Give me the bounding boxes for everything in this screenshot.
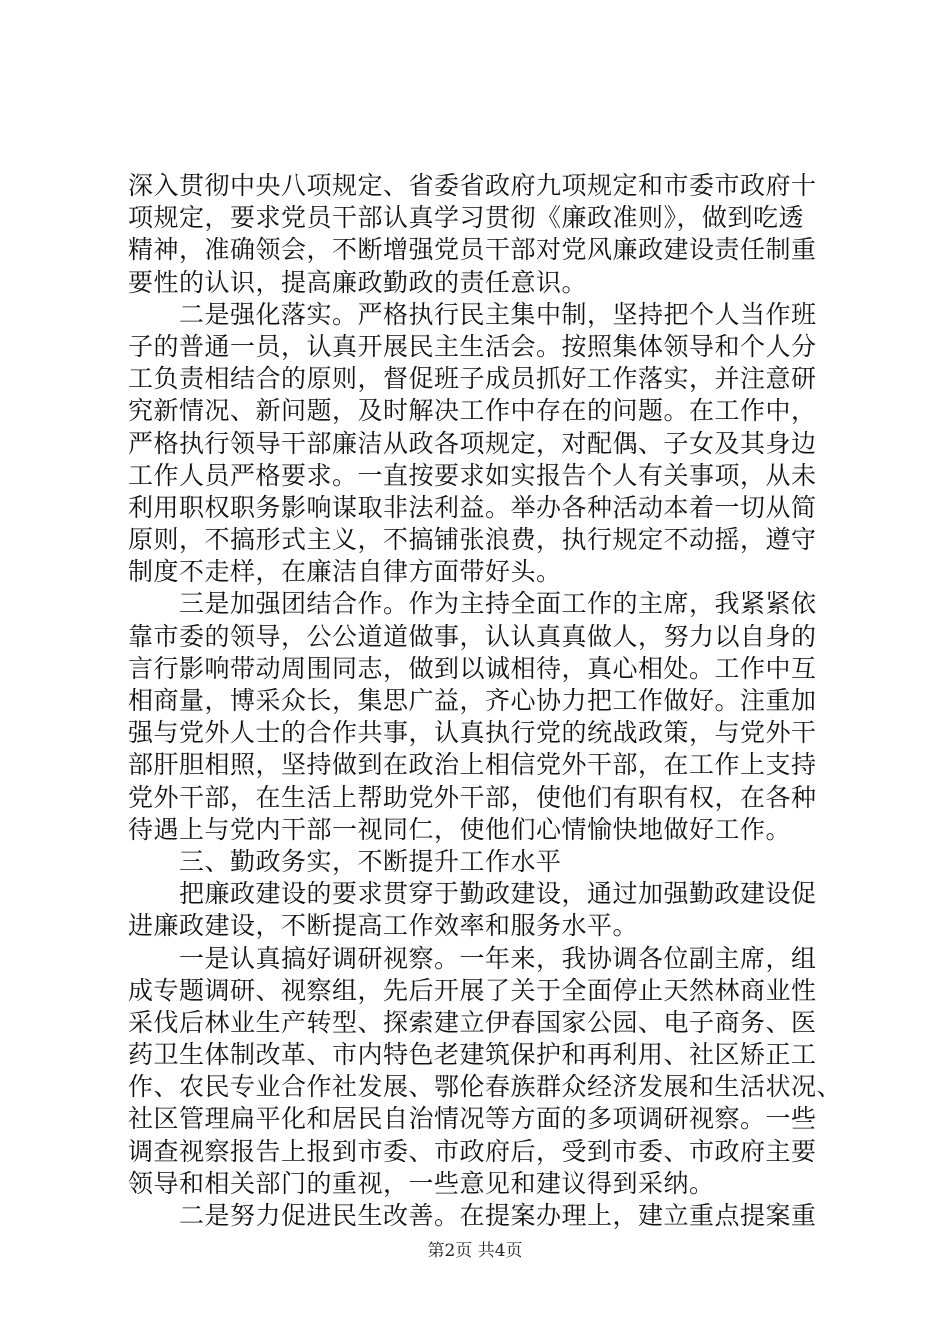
text-line: 利用职权职务影响谋取非法利益。举办各种活动本着一切从简 xyxy=(128,492,817,522)
text-line: 深入贯彻中央八项规定、省委省政府九项规定和市委市政府十 xyxy=(128,171,817,200)
text-line: 靠市委的领导，公公道道做事，认认真真做人，努力以自身的 xyxy=(128,621,817,651)
text-line: 制度不走样，在廉洁自律方面带好头。 xyxy=(128,557,562,587)
text-line: 工负责相结合的原则，督促班子成员抓好工作落实，并注意研 xyxy=(128,364,817,394)
document-body xyxy=(128,170,843,1232)
text-line: 精神，准确领会，不断增强党员干部对党风廉政建设责任制重 xyxy=(128,235,817,265)
text-line: 一是认真搞好调研视察。一年来，我协调各位副主席，组 xyxy=(179,943,817,973)
text-line: 采伐后林业生产转型、探索建立伊春国家公园、电子商务、医 xyxy=(128,1007,817,1037)
text-line: 作、农民专业合作社发展、鄂伦春族群众经济发展和生活状况、 xyxy=(128,1072,843,1102)
text-line: 项规定，要求党员干部认真学习贯彻《廉政准则》，做到吃透 xyxy=(128,203,805,233)
text-line: 党外干部，在生活上帮助党外干部，使他们有职有权，在各种 xyxy=(128,782,817,812)
text-line: 要性的认识，提高廉政勤政的责任意识。 xyxy=(128,267,588,297)
text-line: 言行影响带动周围同志，做到以诚相待，真心相处。工作中互 xyxy=(128,653,817,683)
text-line: 调查视察报告上报到市委、市政府后，受到市委、市政府主要 xyxy=(128,1136,817,1166)
text-line: 究新情况、新问题，及时解决工作中存在的问题。在工作中， xyxy=(128,396,817,426)
text-line: 二是努力促进民生改善。在提案办理上，建立重点提案重 xyxy=(179,1201,817,1230)
text-line: 待遇上与党内干部一视同仁，使他们心情愉快地做好工作。 xyxy=(128,814,792,844)
text-line: 相商量，博采众长，集思广益，齐心协力把工作做好。注重加 xyxy=(128,686,817,715)
text-line: 成专题调研、视察组，先后开展了关于全面停止天然林商业性 xyxy=(128,975,817,1005)
text-line: 子的普通一员，认真开展民主生活会。按照集体领导和个人分 xyxy=(128,331,817,361)
text-line: 原则，不搞形式主义，不搞铺张浪费，执行规定不动摇，遵守 xyxy=(128,525,817,555)
text-line: 强与党外人士的合作共事，认真执行党的统战政策，与党外干 xyxy=(128,718,817,748)
text-line: 社区管理扁平化和居民自治情况等方面的多项调研视察。一些 xyxy=(128,1104,817,1134)
text-line: 领导和相关部门的重视，一些意见和建议得到采纳。 xyxy=(128,1168,715,1198)
text-line: 药卫生体制改革、市内特色老建筑保护和再利用、社区矫正工 xyxy=(128,1040,817,1070)
page-footer: 第2页 共4页 xyxy=(427,1241,523,1261)
text-line: 部肝胆相照，坚持做到在政治上相信党外干部，在工作上支持 xyxy=(128,750,817,780)
text-line: 三、勤政务实，不断提升工作水平 xyxy=(179,846,562,876)
text-line: 进廉政建设，不断提高工作效率和服务水平。 xyxy=(128,911,639,941)
text-line: 三是加强团结合作。作为主持全面工作的主席，我紧紧依 xyxy=(179,589,817,619)
text-line: 严格执行领导干部廉洁从政各项规定，对配偶、子女及其身边 xyxy=(128,428,817,458)
text-line: 二是强化落实。严格执行民主集中制，坚持把个人当作班 xyxy=(179,299,817,329)
text-line: 工作人员严格要求。一直按要求如实报告个人有关事项，从未 xyxy=(128,460,817,490)
text-line: 把廉政建设的要求贯穿于勤政建设，通过加强勤政建设促 xyxy=(179,879,817,909)
